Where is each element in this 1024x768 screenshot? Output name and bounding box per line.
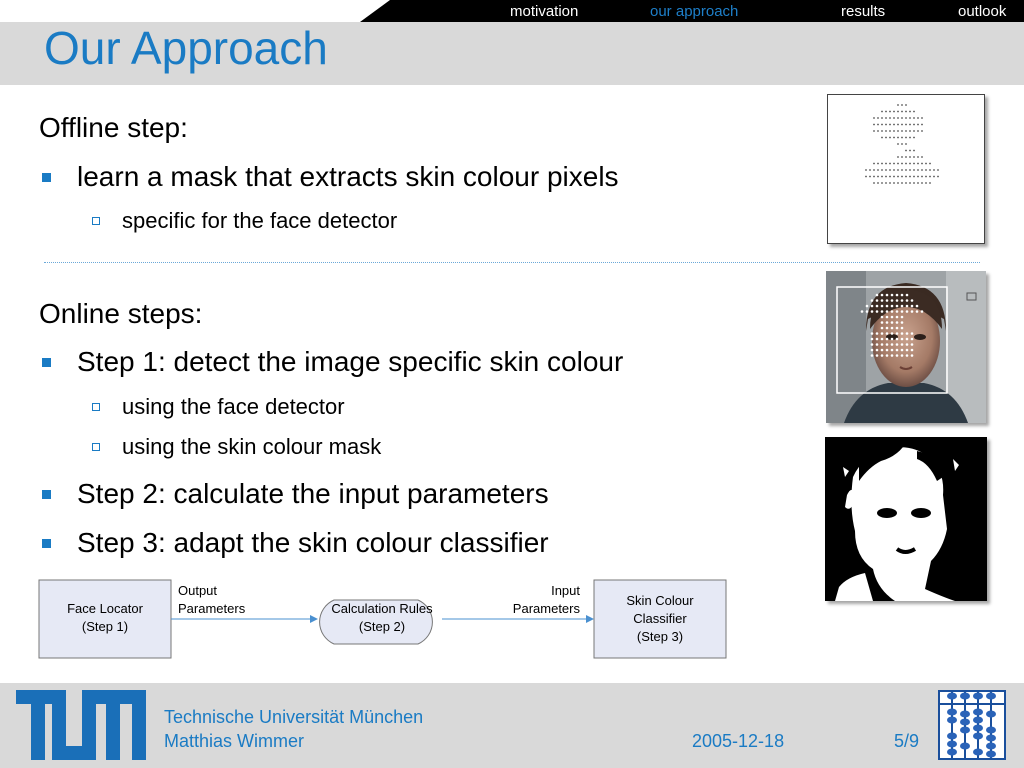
bullet-marker <box>42 173 51 182</box>
offline-bullet: learn a mask that extracts skin colour pixels <box>77 161 619 192</box>
binary-segmentation-image <box>825 437 987 601</box>
skin-mask-image <box>827 94 985 244</box>
mask-dot-pattern <box>828 95 985 244</box>
nav-item-motivation[interactable]: motivation <box>510 3 579 20</box>
nav-item-results[interactable]: results <box>841 3 886 20</box>
footer-author: Matthias Wimmer <box>164 731 305 751</box>
offline-heading: Offline step: <box>39 112 188 143</box>
nav-item-outlook[interactable]: outlook <box>958 3 1007 20</box>
nav-item-our-approach[interactable]: our approach <box>650 3 739 20</box>
skin-colour-classifier-label: Skin Colour Classifier (Step 3) <box>626 593 694 644</box>
bullet-marker <box>42 490 51 499</box>
sub-bullet-marker <box>92 403 100 411</box>
nav-bar <box>0 0 1024 22</box>
footer-date: 2005-12-18 <box>692 731 785 751</box>
input-parameters-label: Input Parameters <box>512 583 580 616</box>
step3-bullet: Step 3: adapt the skin colour classifier <box>77 527 549 558</box>
abacus-logo <box>938 690 1006 760</box>
bullet-marker <box>42 358 51 367</box>
offline-sub-bullet: specific for the face detector <box>122 208 398 233</box>
step1-sub-bullet: using the skin colour mask <box>122 434 382 459</box>
output-parameters-label: Output Parameters <box>178 583 246 616</box>
binary-skin-map <box>825 437 987 601</box>
step1-bullet: Step 1: detect the image specific skin colour <box>77 346 624 377</box>
footer-institution: Technische Universität München <box>164 707 424 727</box>
face-photo <box>826 271 986 423</box>
bullet-marker <box>42 539 51 548</box>
face-photo-image <box>826 271 986 423</box>
step1-sub-bullet: using the face detector <box>122 394 345 419</box>
section-divider <box>44 262 980 263</box>
calculation-rules-label: Calculation Rules (Step 2) <box>331 601 433 634</box>
sub-bullet-marker <box>92 217 100 225</box>
sub-bullet-marker <box>92 443 100 451</box>
face-locator-label: Face Locator (Step 1) <box>67 601 143 634</box>
step2-bullet: Step 2: calculate the input parameters <box>77 478 549 509</box>
footer-band <box>0 683 1024 768</box>
page-title: Our Approach <box>44 22 328 74</box>
footer-page-number: 5/9 <box>894 731 920 751</box>
tum-logo <box>16 690 146 760</box>
online-heading: Online steps: <box>39 298 203 329</box>
